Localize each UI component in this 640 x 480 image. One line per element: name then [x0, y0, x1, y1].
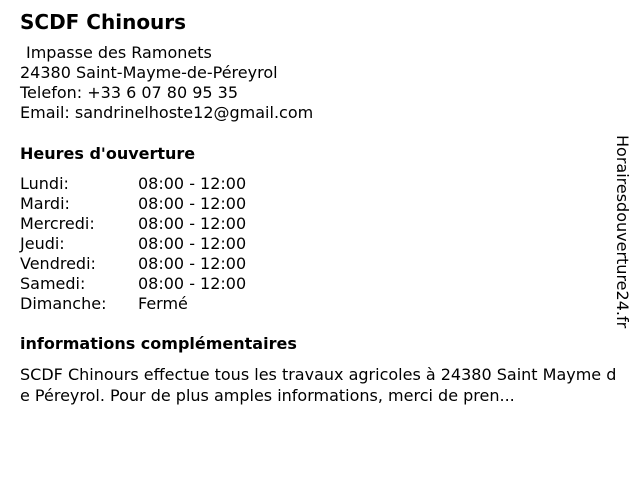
hours-row-tuesday: [20, 194, 246, 214]
hours-row-sunday: [20, 294, 246, 314]
time-value: 08:00 - 12:00: [138, 254, 247, 273]
contact-block: [20, 43, 313, 123]
opening-hours-table: [20, 174, 246, 314]
street-address: Impasse des Ramonets: [26, 43, 212, 62]
day-label: Mardi:: [20, 194, 70, 213]
day-label: Mercredi:: [20, 214, 95, 233]
day-label: Vendredi:: [20, 254, 96, 273]
time-value: 08:00 - 12:00: [138, 234, 247, 253]
day-label: Lundi:: [20, 174, 69, 193]
additional-info-heading: informations complémentaires: [20, 334, 297, 353]
time-value: 08:00 - 12:00: [138, 274, 247, 293]
phone-number: Telefon: +33 6 07 80 95 35: [20, 83, 239, 102]
time-value: Fermé: [138, 294, 188, 313]
hours-row-monday: [20, 174, 246, 194]
time-value: 08:00 - 12:00: [138, 194, 247, 213]
time-value: 08:00 - 12:00: [138, 214, 247, 233]
day-label: Jeudi:: [20, 234, 65, 253]
site-watermark: Horairesdouverture24.fr: [613, 135, 632, 329]
day-label: Samedi:: [20, 274, 86, 293]
hours-row-wednesday: [20, 214, 246, 234]
hours-row-friday: [20, 254, 246, 274]
hours-row-saturday: [20, 274, 246, 294]
city-address: 24380 Saint-Mayme-de-Péreyrol: [20, 63, 278, 82]
time-value: 08:00 - 12:00: [138, 174, 247, 193]
day-label: Dimanche:: [20, 294, 107, 313]
opening-hours-heading: Heures d'ouverture: [20, 144, 196, 163]
hours-row-thursday: [20, 234, 246, 254]
email-address: Email: sandrinelhoste12@gmail.com: [20, 103, 314, 122]
business-name: SCDF Chinours: [20, 10, 187, 34]
business-description: SCDF Chinours effectue tous les travaux agricoles à 24380 Saint Mayme de Péreyrol. Pour de plus amples informations, merci de pren...: [20, 365, 617, 405]
